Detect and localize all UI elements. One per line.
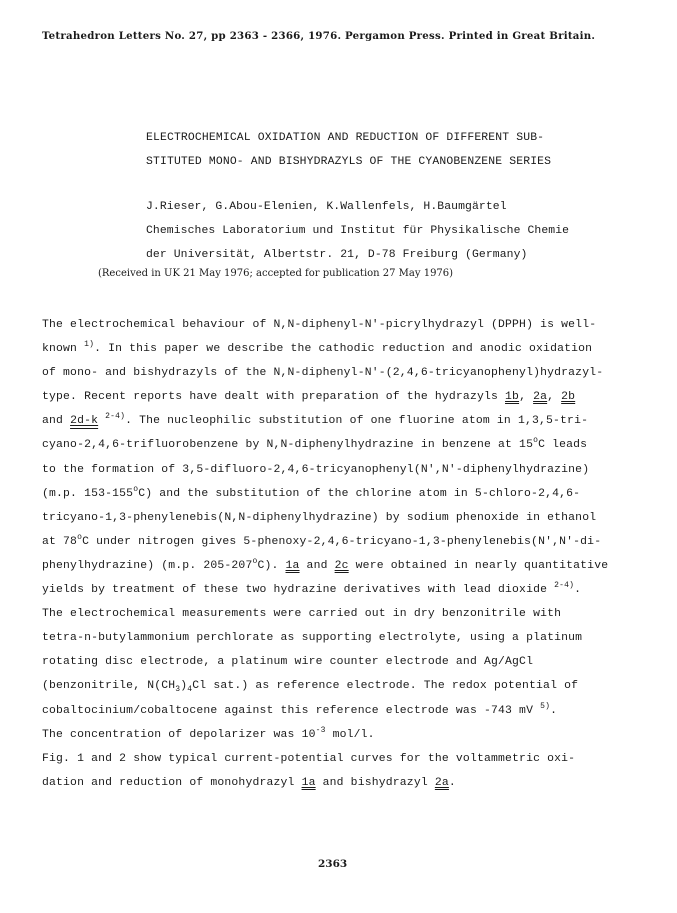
compound-label: 1b	[505, 391, 520, 404]
text-line: at 78$^o$C under nitrogen gives 5-phenoxy-2,4,6-tricyano-1,3-phenylenebis(N',N'-di-	[42, 532, 602, 548]
text-line: (benzonitrile, $N(CH_3)_4Cl$ sat.) as reference electrode. The redox potential of	[42, 680, 579, 695]
reference-mark: 5)	[540, 701, 551, 711]
text-line: dation and reduction of monohydrazyl 1a and bishydrazyl 2a.	[42, 776, 456, 789]
text-line: known $^{1)}$. In this paper we describe the cathodic reduction and anodic oxidation	[42, 340, 593, 356]
page-number: 2363	[318, 858, 348, 870]
text-line: type. Recent reports have dealt with preparation of the hydrazyls 1b, 2a, 2b	[42, 391, 576, 404]
compound-label: 2b	[561, 391, 576, 404]
text-line: The electrochemical measurements were carried out in dry benzonitrile with	[42, 608, 562, 621]
compound-label: 1a	[285, 559, 300, 572]
text-line: tetra-n-butylammonium perchlorate as supporting electrolyte, using a platinum	[42, 632, 583, 645]
compound-label: 1a	[301, 776, 316, 789]
authors-affiliation	[146, 195, 569, 267]
title-line: ELECTROCHEMICAL OXIDATION AND REDUCTION OF DIFFERENT SUB-	[146, 132, 545, 144]
compound-label: 2a	[533, 391, 548, 404]
author-names: J.Rieser, G.Abou-Elenien, K.Wallenfels, H.Baumgärtel	[146, 201, 507, 213]
text-line: tricyano-1,3-phenylenebis(N,N-diphenylhydrazine) by sodium phenoxide in ethanol	[42, 511, 597, 524]
compound-label: 2d-k	[70, 415, 99, 428]
text-line: yields by treatment of these two hydrazine derivatives with lead dioxide $^{2-4)}$.	[42, 581, 582, 597]
title-line: STITUTED MONO- AND BISHYDRAZYLS OF THE CYANOBENZENE SERIES	[146, 156, 552, 168]
received-date: (Received in UK 21 May 1976; accepted for publication 27 May 1976)	[98, 268, 454, 279]
text-line: Fig. 1 and 2 show typical current-potential curves for the voltammetric oxi-	[42, 752, 576, 765]
text-line: The electrochemical behaviour of N,N-diphenyl-N'-picrylhydrazyl (DPPH) is well-	[42, 319, 597, 331]
body-text	[42, 313, 608, 795]
text-line: of mono- and bishydrazyls of the N,N-diphenyl-N'-(2,4,6-tricyanophenyl)hydrazyl-	[42, 367, 604, 380]
reference-mark: 2-4)	[105, 412, 126, 422]
text-line: cobaltocinium/cobaltocene against this reference electrode was -743 mV $^{5)}$.	[42, 701, 558, 717]
article-title	[146, 126, 551, 174]
compound-label: 2c	[334, 559, 349, 572]
text-line: The concentration of depolarizer was $10^{-3}$ mol/l.	[42, 725, 375, 741]
text-line: and 2d-k $^{2-4)}$. The nucleophilic substitution of one fluorine atom in 1,3,5-tri-	[42, 412, 589, 428]
text-line: cyano-2,4,6-trifluorobenzene by N,N-diphenylhydrazine in benzene at 15$^o$C leads	[42, 436, 588, 452]
reference-mark: 1)	[84, 340, 95, 350]
reference-mark: 2-4)	[554, 581, 575, 591]
affiliation-line: der Universität, Albertstr. 21, D-78 Freiburg (Germany)	[146, 249, 528, 261]
text-line: phenylhydrazine) (m.p. 205-207$^o$C). 1a and 2c were obtained in nearly quantitative	[42, 556, 609, 572]
compound-label: 2a	[434, 776, 449, 789]
text-line: (m.p. 153-155$^o$C) and the substitution of the chlorine atom in 5-chloro-2,4,6-	[42, 484, 581, 500]
text-line: to the formation of 3,5-difluoro-2,4,6-tricyanophenyl(N',N'-diphenylhydrazine)	[42, 463, 590, 476]
text-line: rotating disc electrode, a platinum wire counter electrode and Ag/AgCl	[42, 656, 534, 669]
journal-header: Tetrahedron Letters No. 27, pp 2363 - 2366, 1976. Pergamon Press. Printed in Great Britain.	[42, 30, 596, 42]
affiliation-line: Chemisches Laboratorium und Institut für Physikalische Chemie	[146, 225, 570, 237]
